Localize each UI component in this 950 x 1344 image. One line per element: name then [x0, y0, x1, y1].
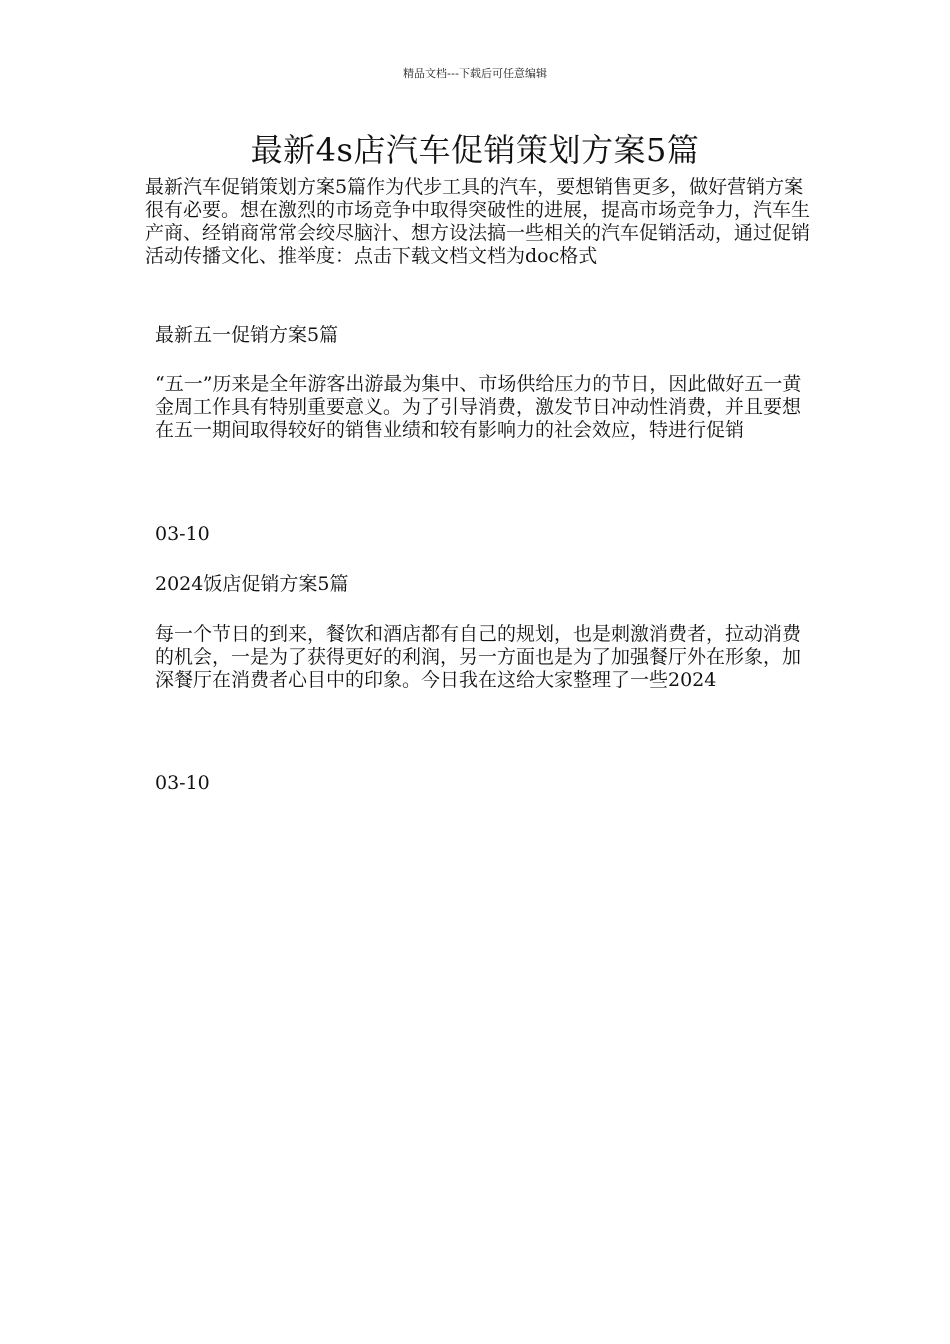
article-summary-text: “五一”历来是全年游客出游最为集中、市场供给压力的节日，因此做好五一黄金周工作具有特别重要意义。为了引导消费，激发节日冲动性消费，并且要想在五一期间取得较好的销售业绩和较有影响力的社会效应，特进行促销 [155, 373, 802, 441]
article-summary-text: 每一个节日的到来，餐饮和酒店都有自己的规划，也是刺激消费者，拉动消费的机会，一是为了获得更好的利润，另一方面也是为了加强餐厅外在形象，加深餐厅在消费者心目中的印象。今日我在这给大家整理了一些2024 [155, 623, 802, 691]
article-date: 03-10 [155, 772, 210, 794]
article-date: 03-10 [155, 523, 210, 545]
article-title[interactable]: 2024饭店促销方案5篇 [155, 573, 349, 595]
document-title: 最新4s店汽车促销策划方案5篇 [250, 131, 700, 169]
intro-paragraph [145, 176, 815, 268]
article-summary [145, 373, 815, 442]
article-summary [145, 623, 815, 692]
article-title[interactable]: 最新五一促销方案5篇 [155, 324, 339, 346]
page-header: 精品文档---下载后可任意编辑 [403, 67, 547, 80]
intro-text: 最新汽车促销策划方案5篇作为代步工具的汽车，要想销售更多，做好营销方案很有必要。想在激烈的市场竞争中取得突破性的进展，提高市场竞争力，汽车生产商、经销商常常会绞尽脑汁、想方设法搞一些相关的汽车促销活动，通过促销活动传播文化、推举度：点击下载文档文档为doc格式 [145, 176, 811, 267]
